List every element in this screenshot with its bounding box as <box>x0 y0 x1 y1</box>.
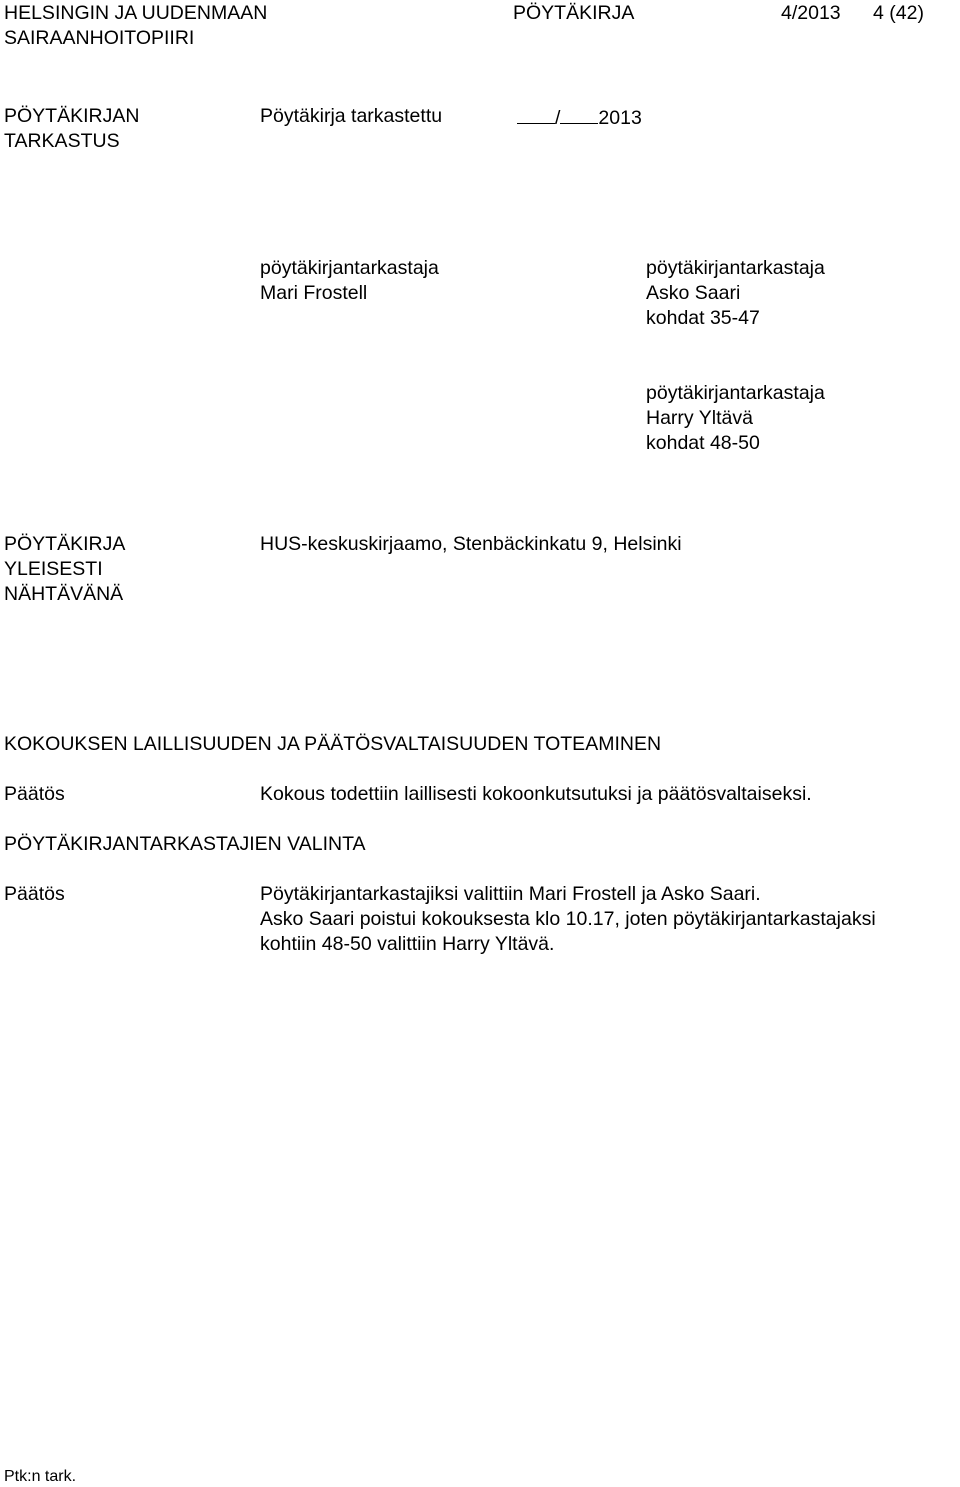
inspector-name: Harry Yltävä <box>646 407 753 429</box>
section-heading: PÖYTÄKIRJANTARKASTAJIEN VALINTA <box>4 833 366 855</box>
decision-line: kohtiin 48-50 valittiin Harry Yltävä. <box>260 933 555 955</box>
decision-line: Pöytäkirjantarkastajiksi valittiin Mari Frostell ja Asko Saari. <box>260 883 761 905</box>
decision-line: Kokous todettiin laillisesti kokoonkutsutuksi ja päätösvaltaiseksi. <box>260 783 812 805</box>
date-year: 2013 <box>598 107 642 129</box>
page-number: 4 (42) <box>873 2 924 24</box>
decision-text <box>260 782 812 807</box>
footer-inspection-note: Ptk:n tark. <box>4 1468 77 1485</box>
inspection-label-line2: TARKASTUS <box>4 130 120 152</box>
date-separator: / <box>555 107 561 129</box>
document-number: 4/2013 <box>781 2 841 24</box>
public-display-label-line2: YLEISESTI <box>4 558 103 580</box>
inspector-items: kohdat 35-47 <box>646 307 760 329</box>
decision-line: Asko Saari poistui kokouksesta klo 10.17, joten pöytäkirjantarkastajaksi <box>260 908 876 930</box>
inspector-role: pöytäkirjantarkastaja <box>646 382 825 404</box>
inspector-name: Asko Saari <box>646 282 741 304</box>
inspection-label-line1: PÖYTÄKIRJAN <box>4 105 140 127</box>
organization-name-line2: SAIRAANHOITOPIIRI <box>4 27 195 49</box>
inspector-signature-block <box>646 381 825 456</box>
public-display-label-line1: PÖYTÄKIRJA <box>4 533 126 555</box>
public-display-label-line3: NÄHTÄVÄNÄ <box>4 583 124 605</box>
document-type: PÖYTÄKIRJA <box>513 2 635 24</box>
decision-label: Päätös <box>4 883 65 905</box>
inspection-label <box>4 104 139 154</box>
date-day-blank <box>517 104 555 124</box>
date-month-blank <box>560 104 598 124</box>
inspector-items: kohdat 48-50 <box>646 432 760 454</box>
inspector-name: Mari Frostell <box>260 282 368 304</box>
inspector-role: pöytäkirjantarkastaja <box>260 257 439 279</box>
inspector-signature-block <box>646 256 825 331</box>
page-header <box>4 1 960 53</box>
section-heading: KOKOUKSEN LAILLISUUDEN JA PÄÄTÖSVALTAISUUDEN TOTEAMINEN <box>4 733 662 755</box>
decision-text <box>260 882 876 957</box>
inspection-date <box>517 104 642 131</box>
inspector-signature-block <box>260 256 439 306</box>
inspector-role: pöytäkirjantarkastaja <box>646 257 825 279</box>
inspection-text: Pöytäkirja tarkastettu <box>260 105 443 127</box>
inspection-statement <box>260 104 442 129</box>
public-display-location: HUS-keskuskirjaamo, Stenbäckinkatu 9, Helsinki <box>260 533 682 555</box>
public-display-label <box>4 532 125 607</box>
organization-name-line1: HELSINGIN JA UUDENMAAN <box>4 2 268 24</box>
decision-label: Päätös <box>4 783 65 805</box>
organization-name <box>4 1 267 51</box>
